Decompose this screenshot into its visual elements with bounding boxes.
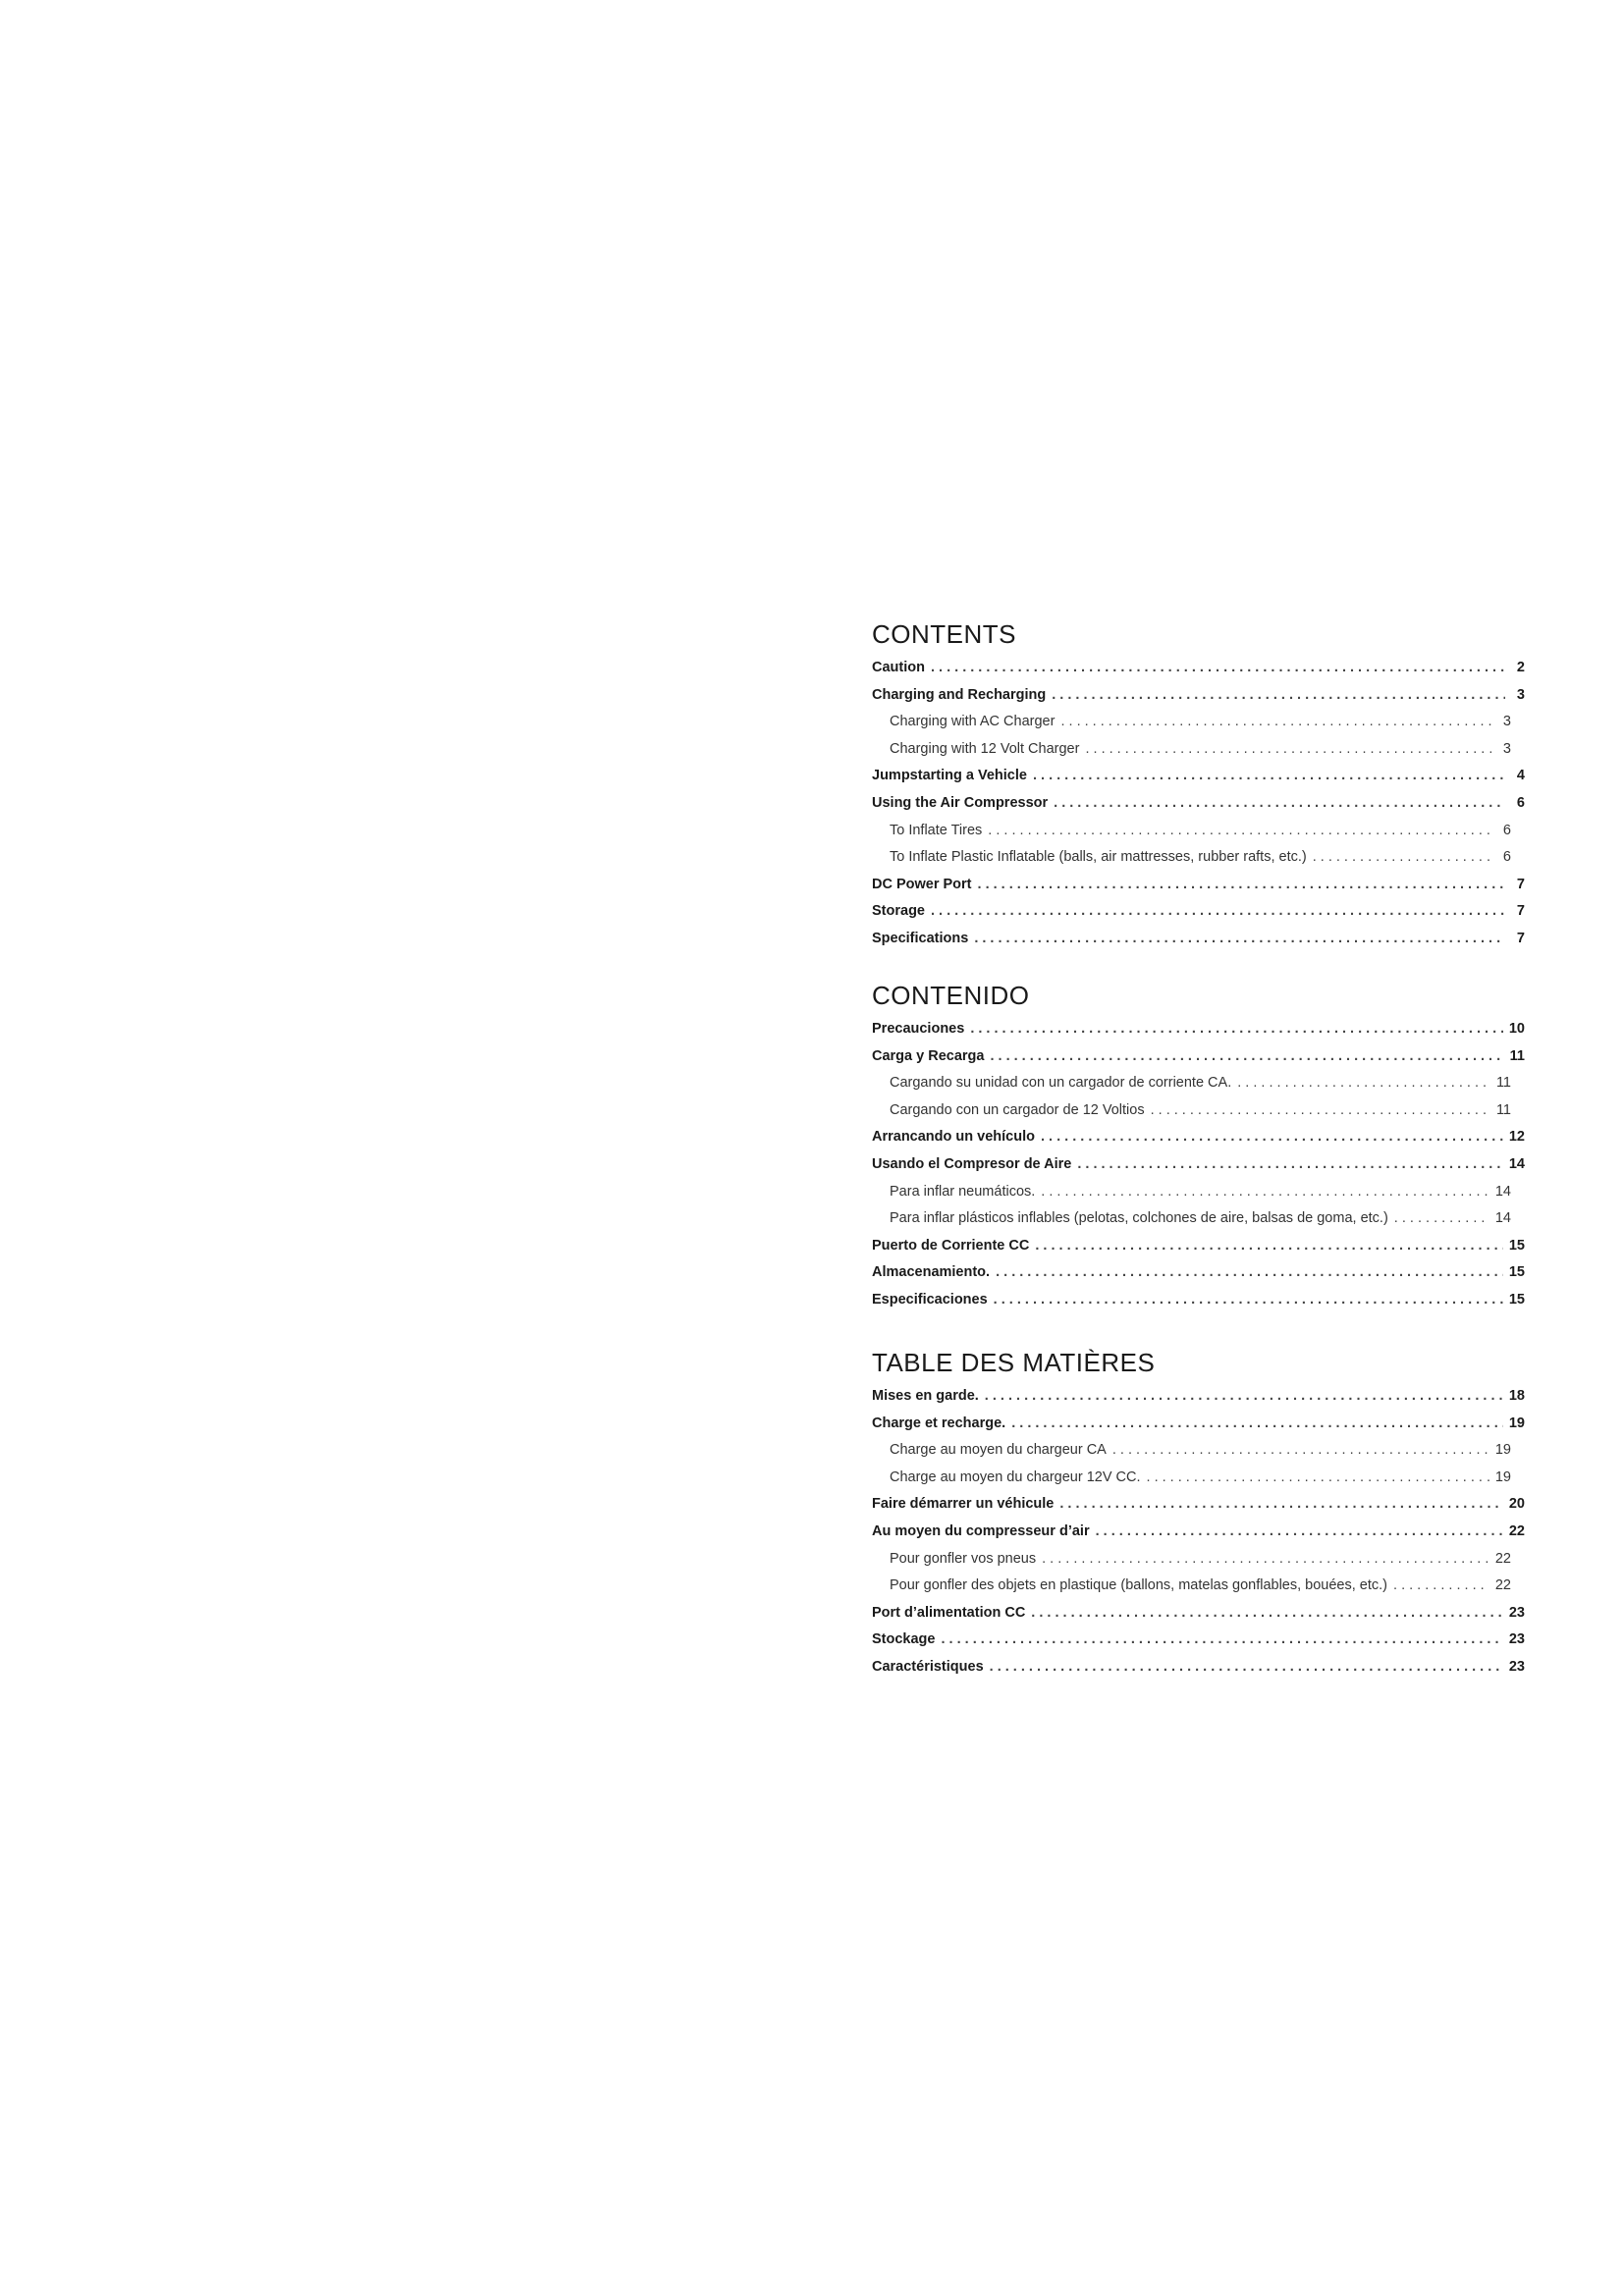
- dot-leader: [1393, 1577, 1489, 1593]
- toc-subentry: [872, 1184, 1525, 1211]
- toc-entry: [872, 1292, 1525, 1319]
- toc-list: [872, 660, 1525, 958]
- dot-leader: [1033, 768, 1505, 783]
- dot-leader: [1394, 1210, 1489, 1226]
- toc-page-number: 12: [1508, 1129, 1525, 1146]
- toc-entry-label: Caractéristiques: [872, 1658, 984, 1675]
- toc-subentry: [872, 1102, 1525, 1130]
- toc-page-number: 3: [1516, 686, 1525, 703]
- toc-entry-label: Charging with AC Charger: [890, 714, 1056, 730]
- dot-leader: [941, 1631, 1502, 1647]
- toc-entry: [872, 1496, 1525, 1523]
- toc-subentry: [872, 1469, 1525, 1497]
- toc-page-number: 6: [1516, 794, 1525, 811]
- toc-entry: [872, 1388, 1525, 1415]
- toc-entry-label: Almacenamiento.: [872, 1264, 991, 1281]
- toc-page-number: 23: [1508, 1604, 1525, 1621]
- toc-entry-label: Charge au moyen du chargeur CA: [890, 1442, 1107, 1459]
- toc-entry-label: Using the Air Compressor: [872, 794, 1049, 811]
- toc-entry: [872, 1659, 1525, 1686]
- toc-entry: [872, 1129, 1525, 1156]
- toc-entry: [872, 1156, 1525, 1184]
- toc-page-number: 23: [1508, 1658, 1525, 1675]
- toc-subentry: [872, 1442, 1525, 1469]
- toc-entry-label: Carga y Recarga: [872, 1047, 985, 1064]
- toc-entry-label: Mises en garde.: [872, 1388, 979, 1404]
- toc-page-number: 7: [1516, 876, 1525, 892]
- dot-leader: [931, 903, 1505, 919]
- toc-subentry: [872, 741, 1525, 769]
- toc-page-number: 14: [1494, 1183, 1511, 1200]
- toc-entry: [872, 903, 1525, 931]
- toc-page-number: 15: [1508, 1264, 1525, 1281]
- toc-entry-label: Au moyen du compresseur d’air: [872, 1522, 1090, 1539]
- dot-leader: [1085, 741, 1491, 757]
- toc-page-number: 14: [1508, 1155, 1525, 1172]
- dot-leader: [990, 1659, 1503, 1675]
- toc-entry-label: Charging with 12 Volt Charger: [890, 740, 1080, 757]
- toc-page-number: 3: [1502, 740, 1511, 757]
- toc-page-number: 11: [1509, 1047, 1525, 1064]
- toc-entry: [872, 1264, 1525, 1292]
- toc-entry: [872, 1523, 1525, 1551]
- toc-entry-label: Storage: [872, 903, 925, 920]
- toc-page-number: 2: [1516, 660, 1525, 675]
- toc-page-number: 7: [1516, 930, 1525, 946]
- toc-section-french: [872, 1345, 1525, 1686]
- toc-entry-label: Cargando con un cargador de 12 Voltios: [890, 1101, 1145, 1118]
- dot-leader: [1151, 1102, 1490, 1118]
- toc-page-number: 7: [1516, 903, 1525, 920]
- dot-leader: [970, 1021, 1503, 1037]
- toc-page-number: 19: [1494, 1442, 1511, 1459]
- dot-leader: [978, 877, 1505, 892]
- toc-entry-label: Arrancando un vehículo: [872, 1129, 1035, 1146]
- toc-page-number: 15: [1508, 1291, 1525, 1308]
- toc-entry-label: Especificaciones: [872, 1291, 988, 1308]
- toc-entry-label: Faire démarrer un véhicule: [872, 1496, 1055, 1513]
- toc-list: [872, 1021, 1525, 1319]
- toc-subentry: [872, 714, 1525, 741]
- dot-leader: [974, 931, 1505, 946]
- toc-subentry: [872, 1551, 1525, 1578]
- toc-entry: [872, 795, 1525, 823]
- toc-section-spanish: [872, 978, 1525, 1319]
- toc-entry-label: To Inflate Plastic Inflatable (balls, air mattresses, rubber rafts, etc.): [890, 849, 1307, 866]
- toc-entry-label: Pour gonfler vos pneus: [890, 1550, 1037, 1567]
- toc-page-number: 22: [1508, 1522, 1525, 1539]
- toc-entry-label: Precauciones: [872, 1021, 965, 1037]
- dot-leader: [1031, 1605, 1503, 1621]
- dot-leader: [994, 1292, 1503, 1308]
- toc-page-number: 4: [1516, 768, 1525, 784]
- toc-entry-label: Caution: [872, 660, 925, 675]
- toc-entry-label: DC Power Port: [872, 876, 972, 892]
- dot-leader: [1237, 1075, 1490, 1091]
- toc-entry-label: Jumpstarting a Vehicle: [872, 768, 1027, 784]
- dot-leader: [1052, 687, 1505, 703]
- toc-entry-label: Charging and Recharging: [872, 686, 1047, 703]
- toc-entry-label: Para inflar neumáticos.: [890, 1183, 1036, 1200]
- toc-page-number: 11: [1495, 1075, 1511, 1092]
- dot-leader: [988, 823, 1491, 838]
- dot-leader: [1035, 1238, 1503, 1254]
- dot-leader: [1059, 1496, 1503, 1512]
- toc-entry: [872, 1048, 1525, 1076]
- toc-entry: [872, 1238, 1525, 1265]
- toc-entry-label: Port d’alimentation CC: [872, 1604, 1026, 1621]
- toc-entry-label: Usando el Compresor de Aire: [872, 1155, 1072, 1172]
- toc-entry-label: Pour gonfler des objets en plastique (ballons, matelas gonflables, bouées, etc.): [890, 1577, 1388, 1594]
- toc-subentry: [872, 1210, 1525, 1238]
- dot-leader: [996, 1264, 1503, 1280]
- toc-page-number: 22: [1494, 1550, 1511, 1567]
- toc-page-number: 11: [1495, 1101, 1511, 1118]
- toc-entry: [872, 1021, 1525, 1048]
- toc-page-number: 18: [1508, 1388, 1525, 1404]
- toc-page-number: 3: [1502, 714, 1511, 730]
- section-title: TABLE DES MATIÈRES: [872, 1348, 1156, 1377]
- dot-leader: [1042, 1551, 1489, 1567]
- toc-entry-label: Charge au moyen du chargeur 12V CC.: [890, 1468, 1141, 1485]
- toc-entry-label: To Inflate Tires: [890, 822, 983, 838]
- toc-entry-label: Puerto de Corriente CC: [872, 1237, 1030, 1254]
- toc-entry-label: Para inflar plásticos inflables (pelotas, colchones de aire, balsas de goma, etc.): [890, 1210, 1388, 1227]
- toc-entry: [872, 877, 1525, 904]
- dot-leader: [931, 660, 1505, 675]
- dot-leader: [985, 1388, 1503, 1404]
- dot-leader: [1041, 1129, 1503, 1145]
- toc-page-number: 20: [1508, 1496, 1525, 1513]
- toc-page-number: 15: [1508, 1237, 1525, 1254]
- toc-section-english: [872, 616, 1525, 958]
- toc-entry-label: Cargando su unidad con un cargador de corriente CA.: [890, 1075, 1232, 1092]
- toc-page-number: 6: [1502, 849, 1511, 866]
- dot-leader: [1096, 1523, 1503, 1539]
- toc-list: [872, 1388, 1525, 1686]
- toc-page-number: 10: [1508, 1021, 1525, 1037]
- toc-subentry: [872, 1577, 1525, 1605]
- toc-page-number: 6: [1502, 822, 1511, 838]
- dot-leader: [1112, 1442, 1489, 1458]
- toc-page-number: 14: [1494, 1210, 1511, 1227]
- toc-subentry: [872, 1075, 1525, 1102]
- toc-entry: [872, 931, 1525, 958]
- dot-leader: [1060, 714, 1491, 729]
- toc-entry: [872, 1631, 1525, 1659]
- dot-leader: [1041, 1184, 1489, 1200]
- toc-entry-label: Charge et recharge.: [872, 1415, 1006, 1431]
- dot-leader: [1054, 795, 1505, 811]
- toc-subentry: [872, 823, 1525, 850]
- toc-entry: [872, 768, 1525, 795]
- dot-leader: [1313, 849, 1491, 865]
- toc-entry: [872, 1415, 1525, 1443]
- dot-leader: [1147, 1469, 1489, 1485]
- section-title: CONTENTS: [872, 619, 1016, 649]
- toc-entry: [872, 687, 1525, 715]
- toc-entry: [872, 660, 1525, 687]
- dot-leader: [1011, 1415, 1503, 1431]
- dot-leader: [990, 1048, 1503, 1064]
- toc-page-number: 22: [1494, 1577, 1511, 1594]
- toc-entry-label: Stockage: [872, 1631, 936, 1648]
- section-title: CONTENIDO: [872, 981, 1030, 1010]
- toc-entry-label: Specifications: [872, 930, 969, 946]
- toc-page-number: 19: [1508, 1415, 1525, 1431]
- dot-leader: [1077, 1156, 1503, 1172]
- toc-page-number: 19: [1494, 1468, 1511, 1485]
- toc-page-number: 23: [1508, 1631, 1525, 1648]
- toc-entry: [872, 1605, 1525, 1632]
- toc-subentry: [872, 849, 1525, 877]
